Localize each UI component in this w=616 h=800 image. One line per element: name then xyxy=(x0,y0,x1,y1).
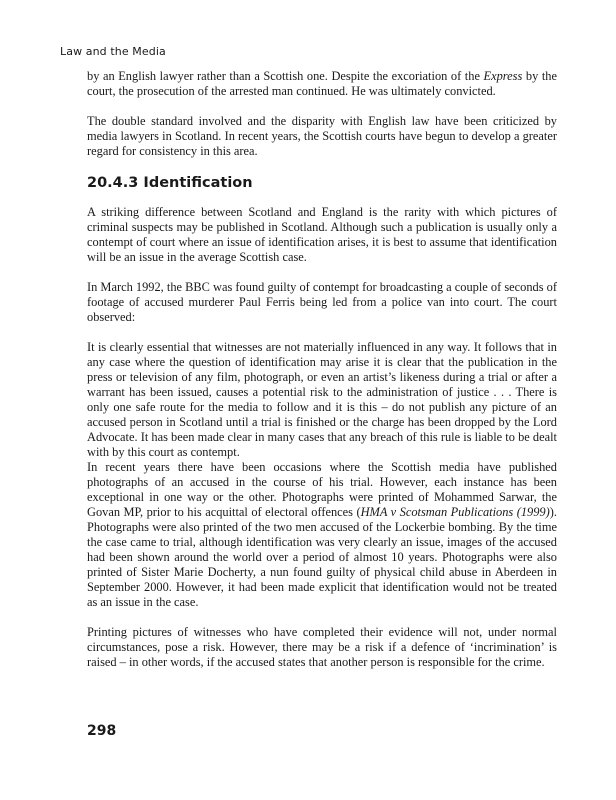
paragraph-continuation: by an English lawyer rather than a Scottish one. Despite the excoriation of the Express by the court, the prosecution of the arrested man continued. He was ultimately convicted. xyxy=(87,69,557,98)
block-quote: It is clearly essential that witnesses are not materially influenced in any way. It follows that in any case where the question of identification may arise it is clear that the publication in the press or television of any film, photograph, or even an artist’s likeness during a trial or after a warrant has been issued, causes a potential risk to the administration of justice . . . There is only one safe route for the media to follow and it is this – do not publish any picture of an accused person in Scotland until a trial is finished or the charge has been dropped by the Lord Advocate. It has been made clear in many cases that any breach of this rule is liable to be dealt with by this court as contempt. xyxy=(87,340,557,459)
paragraph-recent-years: In recent years there have been occasions where the Scottish media have published photographs of an accused in the course of his trial. However, each instance has been exceptional in one way or the other. Photographs were printed of Mohammed Sarwar, the Govan MP, prior to his acquittal of electoral offences (HMA v Scotsman Publications (1999)). Photographs were also printed of the two men accused of the Lockerbie bombing. By the time the case came to trial, although identification was very clearly an issue, images of the accused had been shown around the world over a period of almost 10 years. Photographs were also printed of Sister Marie Docherty, a nun found guilty of physical child abuse in Aberdeen in September 2000. However, it had been made explicit that identification would not be treated as an issue in the case. xyxy=(87,460,557,609)
paragraph-double-standard: The double standard involved and the disparity with English law have been criticized by media lawyers in Scotland. In recent years, the Scottish courts have begun to develop a greater regard for consistency in this area. xyxy=(87,114,557,158)
page-number: 298 xyxy=(87,723,117,739)
page-body xyxy=(87,69,557,670)
paragraph-witness-pictures: Printing pictures of witnesses who have completed their evidence will not, under normal circumstances, pose a risk. However, there may be a risk if a defence of ‘incrimination’ is raised – in other words, if the accused states that another person is responsible for the crime. xyxy=(87,625,557,669)
running-head: Law and the Media xyxy=(60,45,166,58)
paragraph-bbc-contempt: In March 1992, the BBC was found guilty of contempt for broadcasting a couple of seconds of footage of accused murderer Paul Ferris being led from a police van into court. The court observed: xyxy=(87,280,557,324)
paragraph-identification-intro: A striking difference between Scotland and England is the rarity with which pictures of criminal suspects may be published in Scotland. Although such a publication is usually only a contempt of court where an issue of identification arises, it is best to assume that identification will be an issue in the average Scottish case. xyxy=(87,205,557,264)
section-heading: 20.4.3 Identification xyxy=(87,175,253,191)
